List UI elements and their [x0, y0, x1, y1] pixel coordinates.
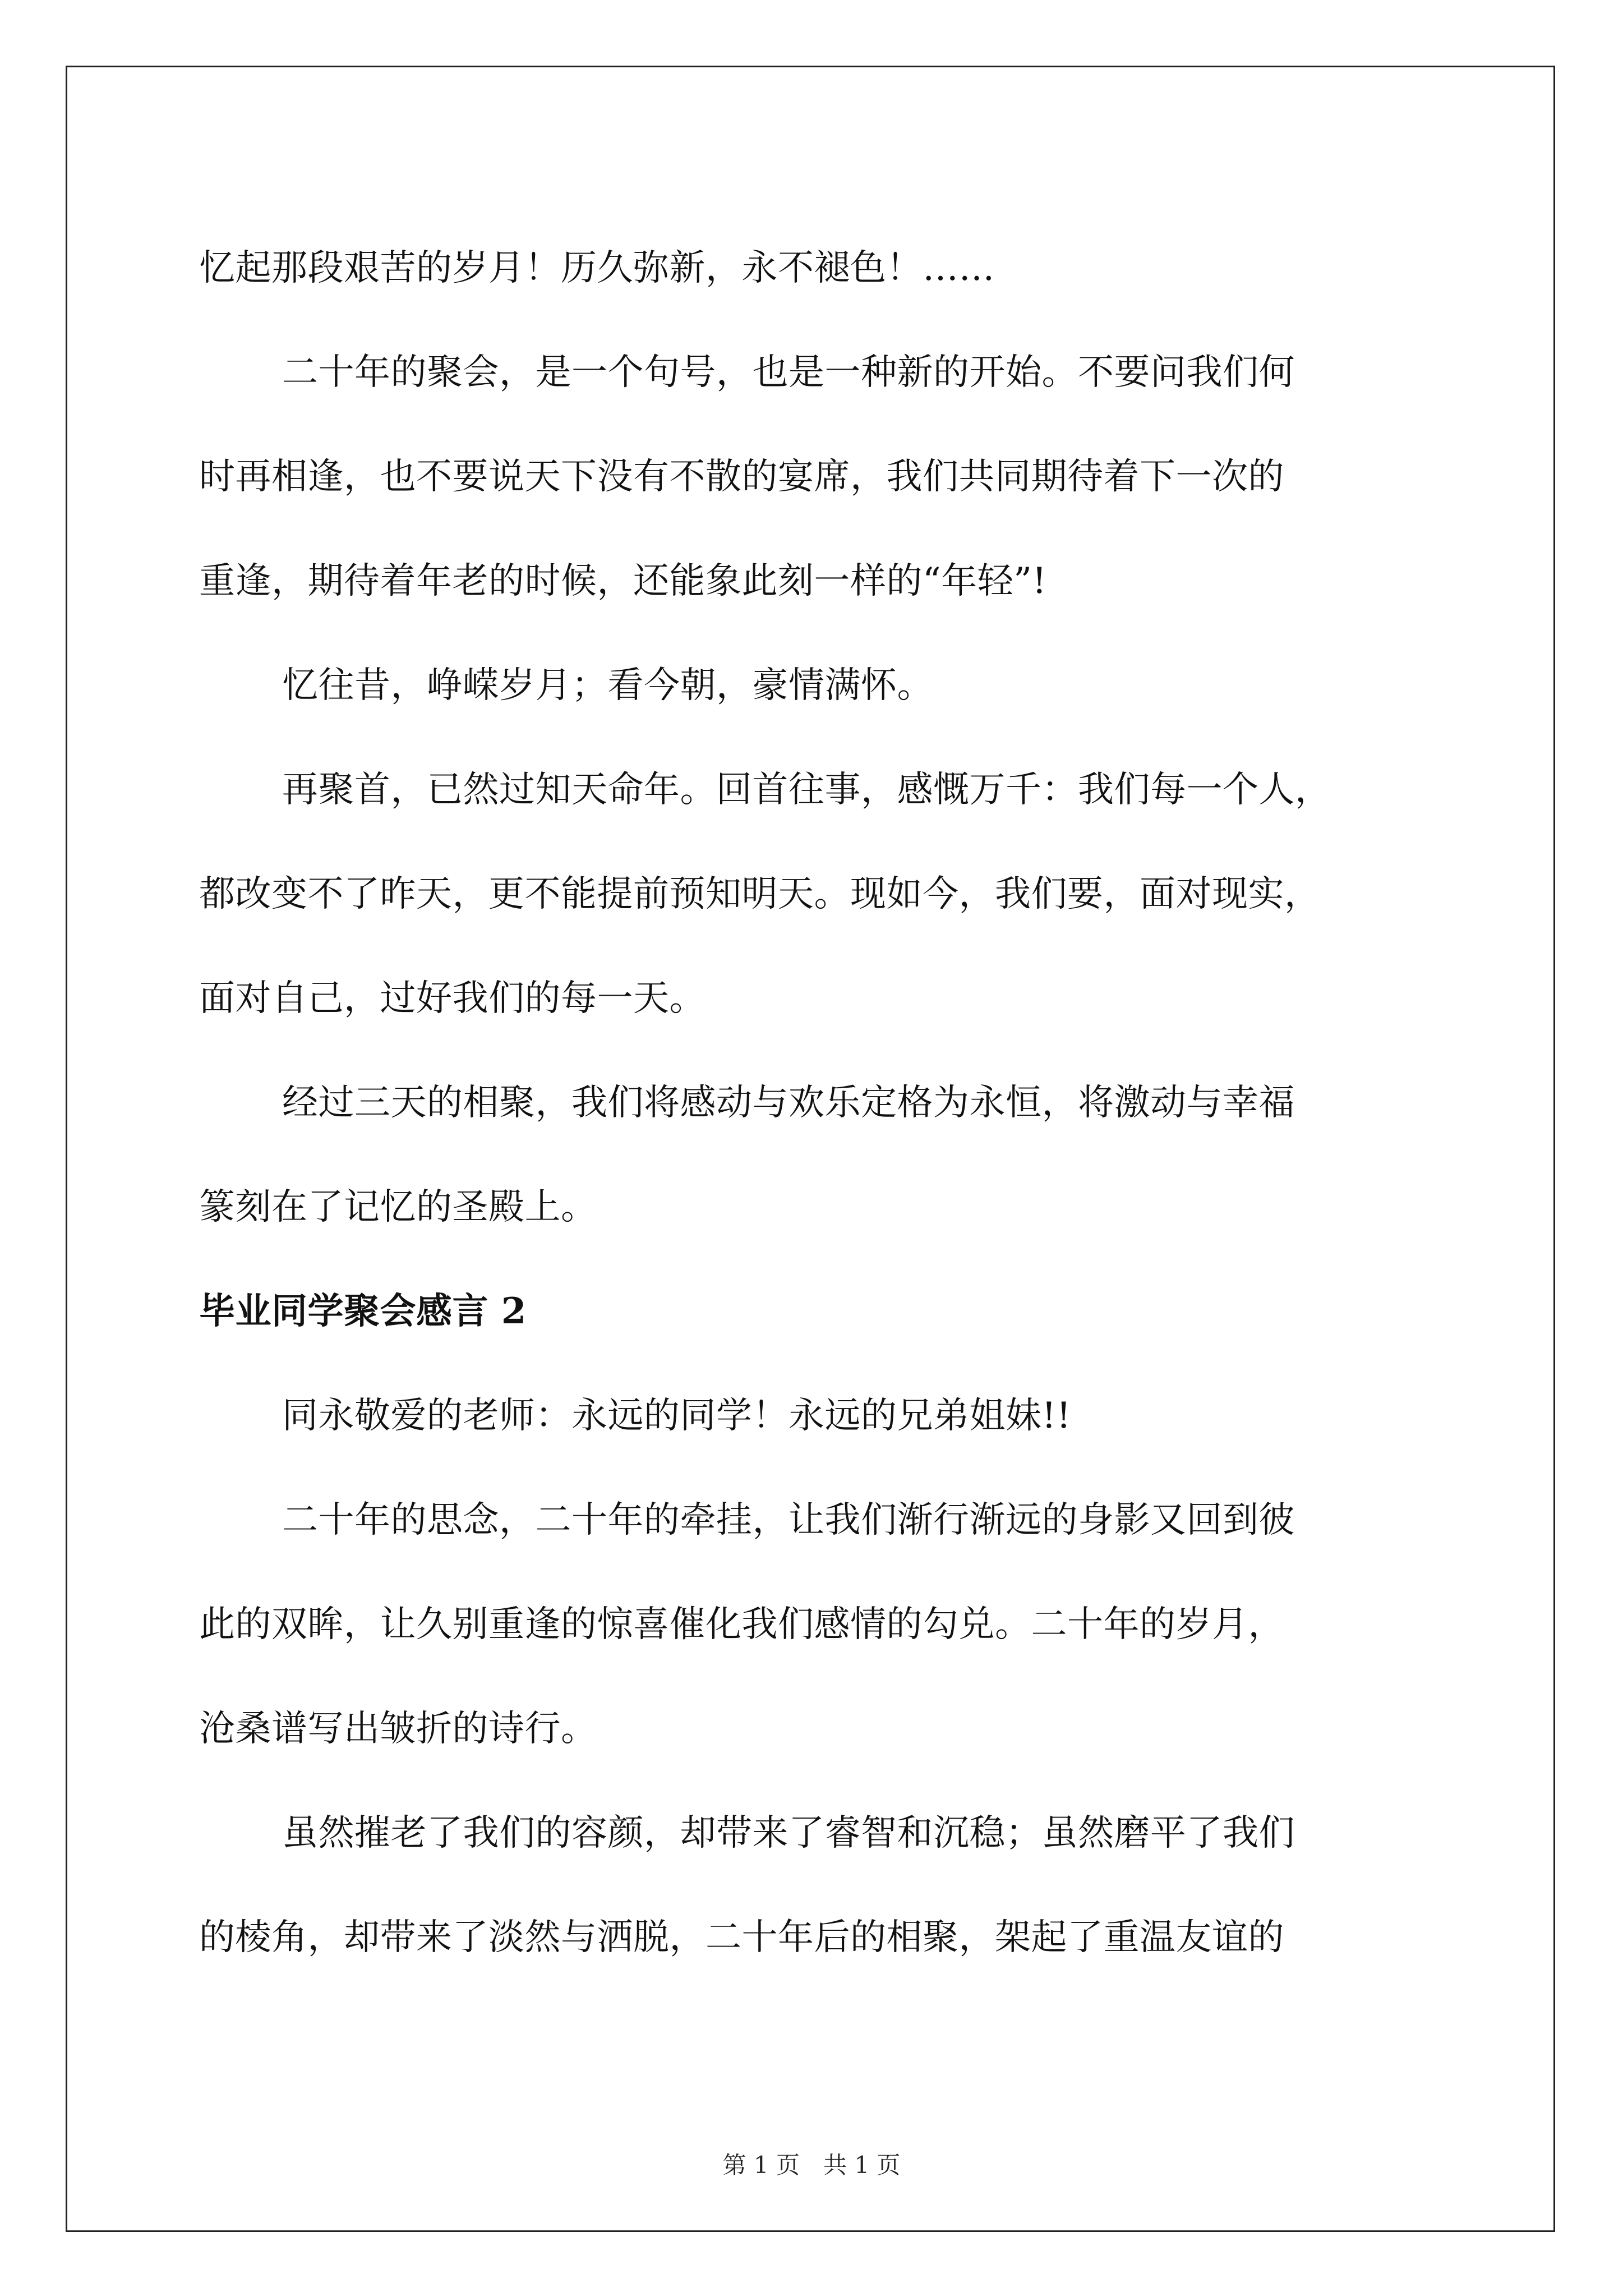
paragraph-line: 忆起那段艰苦的岁月！历久弥新，永不褪色！……	[199, 247, 995, 289]
page-footer: 第 1 页 共 1 页	[722, 2151, 901, 2179]
paragraph-line: 重逢，期待着年老的时候，还能象此刻一样的“年轻”!	[199, 560, 1047, 602]
paragraph-line: 都改变不了昨天，更不能提前预知明天。现如今，我们要，面对现实，	[199, 873, 1321, 915]
paragraph-line: 的棱角，却带来了淡然与洒脱，二十年后的相聚，架起了重温友谊的	[199, 1917, 1284, 1958]
paragraph-line: 沧桑谱写出皱折的诗行。	[199, 1708, 597, 1750]
paragraph-line: 篆刻在了记忆的圣殿上。	[199, 1186, 597, 1228]
paragraph-line: 二十年的思念，二十年的牵挂，让我们渐行渐远的身影又回到彼	[282, 1499, 1295, 1541]
paragraph-line: 时再相逢，也不要说天下没有不散的宴席，我们共同期待着下一次的	[199, 456, 1284, 498]
paragraph-line: 二十年的聚会，是一个句号，也是一种新的开始。不要问我们何	[282, 352, 1295, 393]
paragraph-line: 虽然摧老了我们的容颜，却带来了睿智和沉稳；虽然磨平了我们	[282, 1812, 1295, 1854]
paragraph-line: 经过三天的相聚，我们将感动与欢乐定格为永恒，将激动与幸福	[282, 1082, 1295, 1124]
paragraph-line: 忆往昔，峥嵘岁月；看今朝，豪情满怀。	[282, 665, 933, 706]
paragraph-line: 再聚首，已然过知天命年。回首往事，感慨万千：我们每一个人，	[282, 769, 1331, 811]
document-body	[199, 216, 1461, 1990]
paragraph-line: 此的双眸，让久别重逢的惊喜催化我们感情的勾兑。二十年的岁月，	[199, 1604, 1284, 1645]
paragraph-line: 同永敬爱的老师：永远的同学！永远的兄弟姐妹!!	[282, 1395, 1071, 1437]
paragraph-line: 面对自己，过好我们的每一天。	[199, 978, 706, 1019]
section-heading: 毕业同学聚会感言 2	[199, 1290, 527, 1332]
